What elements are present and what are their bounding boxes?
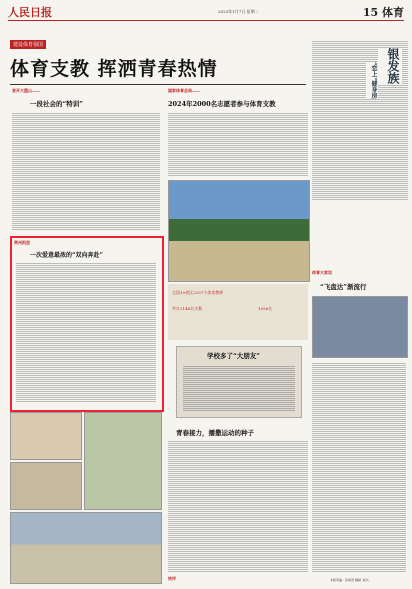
vertical-headline-1: 银发族 xyxy=(378,48,402,84)
right-col-body xyxy=(312,362,406,572)
bottom-body xyxy=(168,440,308,572)
mid-section-title: 2024年2000名志愿者参与体育支教 xyxy=(168,100,276,108)
bottom-title: 青春接力，播撒运动的种子 xyxy=(176,429,254,437)
right-section-title: “飞盘达”渐流行 xyxy=(320,283,367,291)
page-footer: 本版责编：孙海涛 魏赫 ·版式· xyxy=(330,578,370,582)
page-headline: 体育支教 挥洒青春热情 xyxy=(10,58,218,80)
stat-1: 全国10省区2297个体育教师 xyxy=(172,290,224,295)
center-box-text xyxy=(183,365,295,411)
photo-play xyxy=(84,412,162,510)
newspaper-logo: 人民日报 xyxy=(8,6,52,19)
article-body-mid xyxy=(168,112,308,176)
right-section-label: 体育大家谈 xyxy=(312,270,332,275)
sports-photo xyxy=(168,180,310,282)
dateline: 2025年1月7日 星期二 xyxy=(218,9,259,14)
bottom-page-label: 快评 xyxy=(168,576,176,581)
masthead xyxy=(8,4,404,21)
stat-3: 1056名 xyxy=(258,306,273,311)
mid-section-label: 国家体育总局—— xyxy=(168,88,200,93)
photo-field xyxy=(10,512,162,584)
stat-2: 共计2146名支教 xyxy=(172,306,203,311)
red-box-label: 贵州凯里 xyxy=(14,240,30,245)
photo-students xyxy=(10,462,82,510)
section-tag: 建设体育强国 xyxy=(10,40,46,49)
vertical-headline-2: “恋上”健身房 xyxy=(366,62,378,99)
left-section-title: 一段社会的“特训” xyxy=(30,100,83,108)
article-body-left xyxy=(12,112,160,230)
divider xyxy=(10,84,306,85)
red-box-title: 一次爱意最浓的“双向奔赴” xyxy=(30,252,103,259)
photo-classroom xyxy=(10,412,82,460)
red-box-body xyxy=(16,262,156,402)
page-number: 15 体育 xyxy=(362,6,404,19)
right-photo xyxy=(312,296,408,358)
center-box-title: 学校多了“大朋友” xyxy=(207,352,260,360)
center-box xyxy=(176,346,302,418)
stats-panel xyxy=(168,284,308,340)
left-section-label: 首开大篮山—— xyxy=(12,88,40,93)
